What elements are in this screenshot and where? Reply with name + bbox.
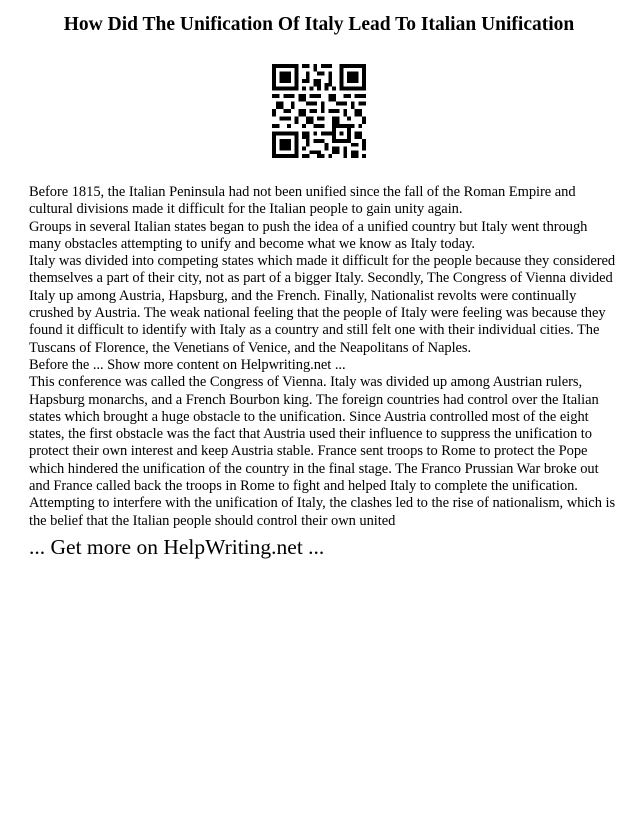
article-body <box>29 184 619 530</box>
paragraph: Before 1815, the Italian Peninsula had not been unified since the fall of the Roman Empire and cultural divisions made it difficult for the Italian people to gain unity again. <box>29 184 576 218</box>
qr-finder-top-left <box>272 64 298 90</box>
show-more-link[interactable]: Before the ... Show more content on Helpwriting.net ... <box>29 356 346 373</box>
qr-finder-bottom-left <box>272 132 298 158</box>
paragraph: Groups in several Italian states began to push the idea of a unified country but Italy went through many obstacles attempting to unify and become what we know as Italy today. <box>29 218 588 252</box>
qr-code <box>272 64 366 158</box>
paragraph: This conference was called the Congress of Vienna. Italy was divided up among Austrian rulers, Hapsburg monarchs, and a French Bourbon king. The foreign countries had control over the Italian states which brought a huge obstacle to the unification. Since Austria controlled most of the eight states, the first obstacle was the fact that Austria used their influence to suppress the unification to protect their own interest and keep Austria stable. France sent troops to Rome to protect the Pope which hindered the unification of the country in the final stage. The Franco Prussian War broke out and France called back the troops in Rome to fight and helped Italy to complete the unification. Attempting to interfere with the unification of Italy, the clashes led to the rise of nationalism, which is the belief that the Italian people should control their own united <box>29 374 616 529</box>
get-more-link[interactable]: ... Get more on HelpWriting.net ... <box>29 535 325 559</box>
qr-finder-top-right <box>340 64 366 90</box>
page-title: How Did The Unification Of Italy Lead To Italian Unification <box>63 14 575 35</box>
paragraph: Italy was divided into competing states which made it difficult for the people because they considered themselves a part of their city, not as part of a bigger Italy. Secondly, The Congress of Vienna divided Italy up among Austria, Hapsburg, and the French. Finally, Nationalist revolts were continually crushed by Austria. The weak national feeling that the people of Italy were feeling was because they found it difficult to identify with Italy as a country and still felt one with their individual cities. The Tuscans of Florence, the Venetians of Venice, and the Neapolitans of Naples. <box>29 253 616 356</box>
